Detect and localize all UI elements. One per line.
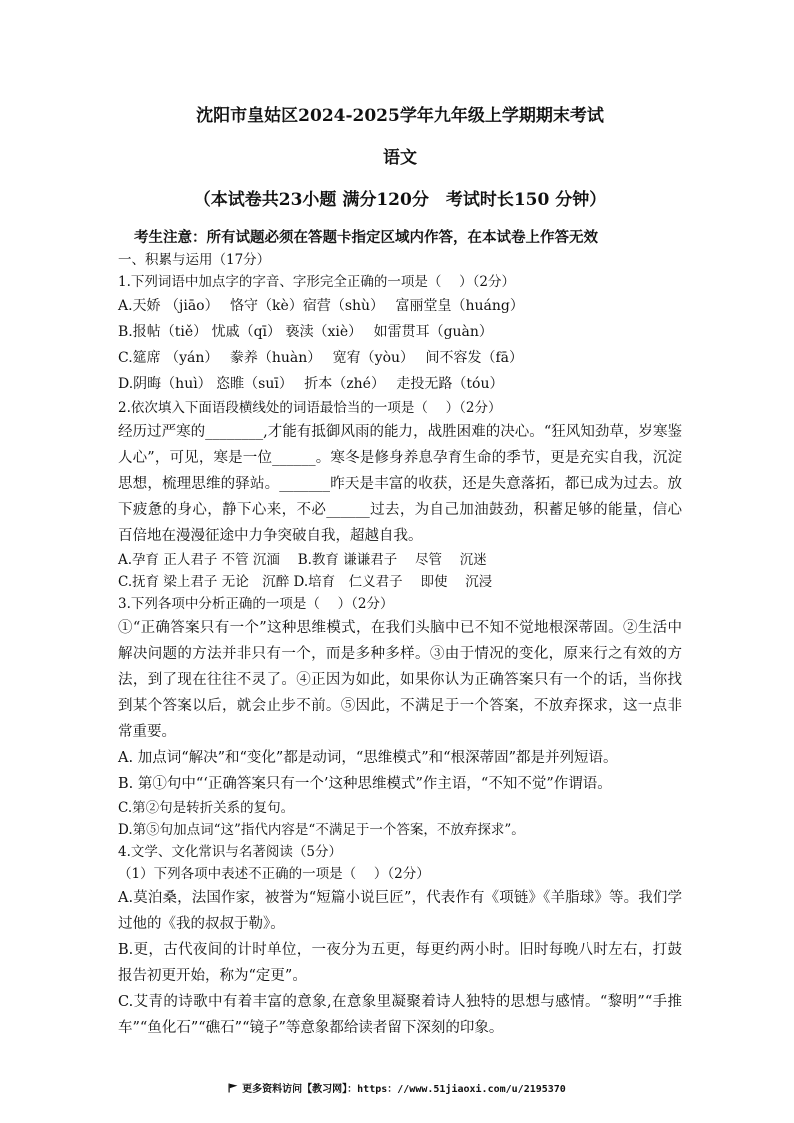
q3-option-b: B. 第①句中“‘正确答案只有一个’这种思维模式”作主语，“不知不觉”作谓语。 [118,776,612,792]
q4-option-a: A.莫泊桑，法国作家，被誉为“短篇小说巨匠”，代表作有《项链》《羊脂球》等。我们学过他的《我的叔叔于勒》。 [118,890,682,932]
q1-option-a: A.天娇 （jiāo） 恪守（kè）宿营（shù） 富丽堂皇（huáng） [118,298,524,314]
subject-title: 语文 [383,148,417,168]
q1-option-b: B.报帖（tiě） 忧戚（qī） 亵渎（xiè） 如雷贯耳（guàn） [118,324,493,340]
q2-options-cd: C.抚育 梁上君子 无论 沉醉 D.培育 仁义君子 即使 沉浸 [118,574,493,590]
footer-link[interactable] [0,1080,794,1095]
section-heading: 一、积累与运用（17分） [118,252,271,268]
q4-option-b: B.更，古代夜间的计时单位，一夜分为五更，每更约两小时。旧时每晚八时左右，打鼓报告初更开始，称为“定更”。 [118,942,682,984]
q3-passage: ①“正确答案只有一个”这种思维模式，在我们头脑中已不知不觉地根深蒂固。②生活中解决问题的方法并非只有一个，而是多种多样。③由于情况的变化，原来行之有效的方法，到了现在往往不灵了。④正因为如此，如果你认为正确答案只有一个的话，当你找到某个答案以后，就会止步不前。⑤因此，不满足于一个答案，不放弃探求，这一点非常重要。 [118,620,682,740]
exam-notice: 考生注意：所有试题必须在答题卡指定区域内作答，在本试卷上作答无效 [134,229,598,246]
q4-sub1: （1）下列各项中表述不正确的一项是（ ）（2分） [118,866,430,882]
q2-options-ab: A.孕育 正人君子 不管 沉湎 B.教育 谦谦君子 尽管 沉迷 [118,552,487,568]
q3-option-d: D.第⑤句加点词“这”指代内容是“不满足于一个答案，不放弃探求”。 [118,822,525,838]
exam-info: （本试卷共23小题 满分120分 考试时长150 分钟） [193,190,607,210]
q1-option-c: C.筵席 （yán） 豢养（huàn） 宽宥（yòu） 间不容发（fā） [118,350,524,366]
q4-option-c: C.艾青的诗歌中有着丰富的意象,在意象里凝聚着诗人独特的思想与感情。“黎明”“手推车”“鱼化石”“礁石”“镜子”等意象都给读者留下深刻的印象。 [118,994,682,1036]
q2-stem: 2.依次填入下面语段横线处的词语最恰当的一项是（ ）（2分） [118,400,502,416]
q4-stem: 4.文学、文化常识与名著阅读（5分） [118,844,342,860]
q3-option-c: C.第②句是转折关系的复句。 [118,800,295,816]
q2-passage: 经历过严寒的________,才能有抵御风雨的能力，战胜困难的决心。“狂风知劲草，岁寒鉴人心”，可见，寒是一位______。寒冬是修身养息孕育生命的季节，更是充实自我，沉淀思想，梳理思维的驿站。_______昨天是丰富的收获，还是失意落拓，都已成为过去。放下疲惫的身心，静下心来，不必______过去，为自己加油鼓劲，积蓄足够的能量，信心百倍地在漫漫征途中力争突破自我，超越自我。 [118,424,682,544]
exam-title: 沈阳市皇姑区2024-2025学年九年级上学期期末考试 [196,106,604,126]
q1-option-d: D.阴晦（huì） 恣睢（suī） 折本（zhé） 走投无路（tóu） [118,376,504,392]
q3-stem: 3.下列各项中分析正确的一项是（ ）（2分） [118,596,394,612]
footer-text: 更多资料访问【教习网】：https：//www.51jiaoxi.com/u/2195370 [242,1084,566,1095]
flag-icon [228,1083,238,1093]
q3-option-a: A. 加点词“解决”和“变化”都是动词，“思维模式”和“根深蒂固”都是并列短语。 [118,750,618,766]
q1-stem: 1.下列词语中加点字的字音、字形完全正确的一项是（ ）（2分） [118,274,516,290]
